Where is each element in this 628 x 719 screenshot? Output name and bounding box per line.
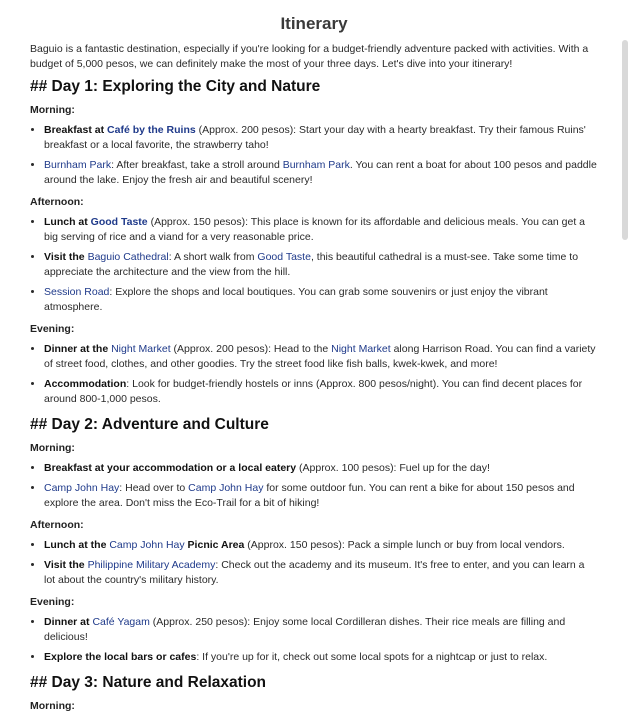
- intro-paragraph: Baguio is a fantastic destination, especially if you're looking for a budget-friendly adventure packed with activities. With a budget of 5,000 pesos, we can definitely make the most of your three days. Let's dive into your itinerary!: [30, 43, 589, 70]
- item-text: for some outdoor fun. You can rent a bike for about 150 pesos and explore the area. Don't miss the Eco-Trail for a bit of hiking!: [44, 482, 575, 509]
- item-text: (Approx. 200 pesos): Start your day with a hearty breakfast. Try their famous Ruins' breakfast or a local favorite, the strawberry taho!: [44, 124, 586, 151]
- list-item: [44, 481, 598, 511]
- list-item: [44, 558, 598, 588]
- day-heading: ## Day 2: Adventure and Culture: [30, 416, 269, 433]
- place-link[interactable]: Café by the Ruins: [107, 124, 196, 136]
- item-text: (Approx. 150 pesos): Pack a simple lunch or buy from local vendors.: [244, 539, 565, 551]
- period-label: Morning:: [30, 442, 75, 454]
- item-text: , this beautiful cathedral is a must-see. Take some time to appreciate the architecture and the view from the hill.: [44, 251, 579, 278]
- activity-list: [30, 215, 598, 315]
- list-item: [44, 650, 598, 665]
- item-lead: Visit the: [44, 559, 88, 571]
- place-link[interactable]: Session Road: [44, 286, 110, 298]
- day-heading: ## Day 1: Exploring the City and Nature: [30, 78, 321, 95]
- period-label: Afternoon:: [30, 519, 84, 531]
- item-lead: Accommodation: [44, 378, 127, 390]
- list-item: [44, 215, 598, 245]
- item-text: along Harrison Road. You can find a variety of street food, clothes, and other goodies. Try the street food like fish balls, kwek-kwek, and more!: [44, 343, 596, 370]
- item-text: (Approx. 250 pesos): Enjoy some local Cordilleran dishes. Their rice meals are filling and delicious!: [44, 616, 566, 643]
- activity-list: [30, 342, 598, 407]
- item-lead: Picnic Area: [184, 539, 245, 551]
- item-lead: Breakfast at: [44, 124, 108, 136]
- place-link[interactable]: Night Market: [111, 343, 171, 355]
- list-item: [44, 461, 598, 476]
- activity-list: [30, 538, 598, 588]
- activity-list: [30, 123, 598, 188]
- itinerary-document: [30, 0, 598, 719]
- activity-list: [30, 461, 598, 511]
- item-text: . You can rent a boat for about 100 pesos and paddle around the lake. Enjoy the fresh air and beautiful scenery!: [44, 159, 597, 186]
- item-text: : Check out the academy and its museum. It's free to enter, and you can learn a lot about the country's military history.: [44, 559, 585, 586]
- item-text: (Approx. 200 pesos): Head to the: [170, 343, 332, 355]
- place-link[interactable]: Good Taste: [257, 251, 311, 263]
- item-text: (Approx. 100 pesos): Fuel up for the day!: [296, 462, 490, 474]
- period-label: Evening:: [30, 596, 75, 608]
- item-text: : Explore the shops and local boutiques. You can grab some souvenirs or just enjoy the vibrant atmosphere.: [44, 286, 548, 313]
- page-title: Itinerary: [280, 14, 348, 33]
- activity-list: [30, 615, 598, 665]
- day-heading: ## Day 3: Nature and Relaxation: [30, 674, 267, 691]
- item-text: (Approx. 150 pesos): This place is known for its affordable and delicious meals. You can get a big serving of rice and a viand for a very reasonable price.: [44, 216, 586, 243]
- place-link[interactable]: Philippine Military Academy: [87, 559, 216, 571]
- item-lead: Dinner at the: [44, 343, 112, 355]
- list-item: [44, 538, 598, 553]
- list-item: [44, 250, 598, 280]
- period-label: Morning:: [30, 700, 75, 712]
- item-lead: Dinner at: [44, 616, 93, 628]
- place-link[interactable]: Baguio Cathedral: [87, 251, 169, 263]
- place-link[interactable]: Camp John Hay: [109, 539, 185, 551]
- item-text: : If you're up for it, check out some local spots for a nightcap or just to relax.: [196, 651, 548, 663]
- item-text: : A short walk from: [168, 251, 258, 263]
- place-link[interactable]: Camp John Hay: [188, 482, 264, 494]
- list-item: [44, 377, 598, 407]
- scrollbar[interactable]: [622, 40, 628, 240]
- item-text: : After breakfast, take a stroll around: [111, 159, 283, 171]
- place-link[interactable]: Night Market: [331, 343, 391, 355]
- item-lead: Visit the: [44, 251, 88, 263]
- period-label: Evening:: [30, 323, 75, 335]
- item-text: : Head over to: [119, 482, 189, 494]
- place-link[interactable]: Burnham Park: [282, 159, 350, 171]
- place-link[interactable]: Café Yagam: [92, 616, 150, 628]
- item-text: : Look for budget-friendly hostels or inns (Approx. 800 pesos/night). You can find decent places for around 800-1,000 pesos.: [44, 378, 583, 405]
- item-lead: Lunch at the: [44, 539, 110, 551]
- item-lead: Breakfast at your accommodation or a local eatery: [44, 462, 297, 474]
- place-link[interactable]: Camp John Hay: [44, 482, 120, 494]
- list-item: [44, 342, 598, 372]
- list-item: [44, 158, 598, 188]
- place-link[interactable]: Burnham Park: [44, 159, 112, 171]
- place-link[interactable]: Good Taste: [90, 216, 148, 228]
- list-item: [44, 285, 598, 315]
- period-label: Morning:: [30, 104, 75, 116]
- list-item: [44, 123, 598, 153]
- item-lead: Lunch at: [44, 216, 91, 228]
- item-lead: Explore the local bars or cafes: [44, 651, 197, 663]
- list-item: [44, 615, 598, 645]
- period-label: Afternoon:: [30, 196, 84, 208]
